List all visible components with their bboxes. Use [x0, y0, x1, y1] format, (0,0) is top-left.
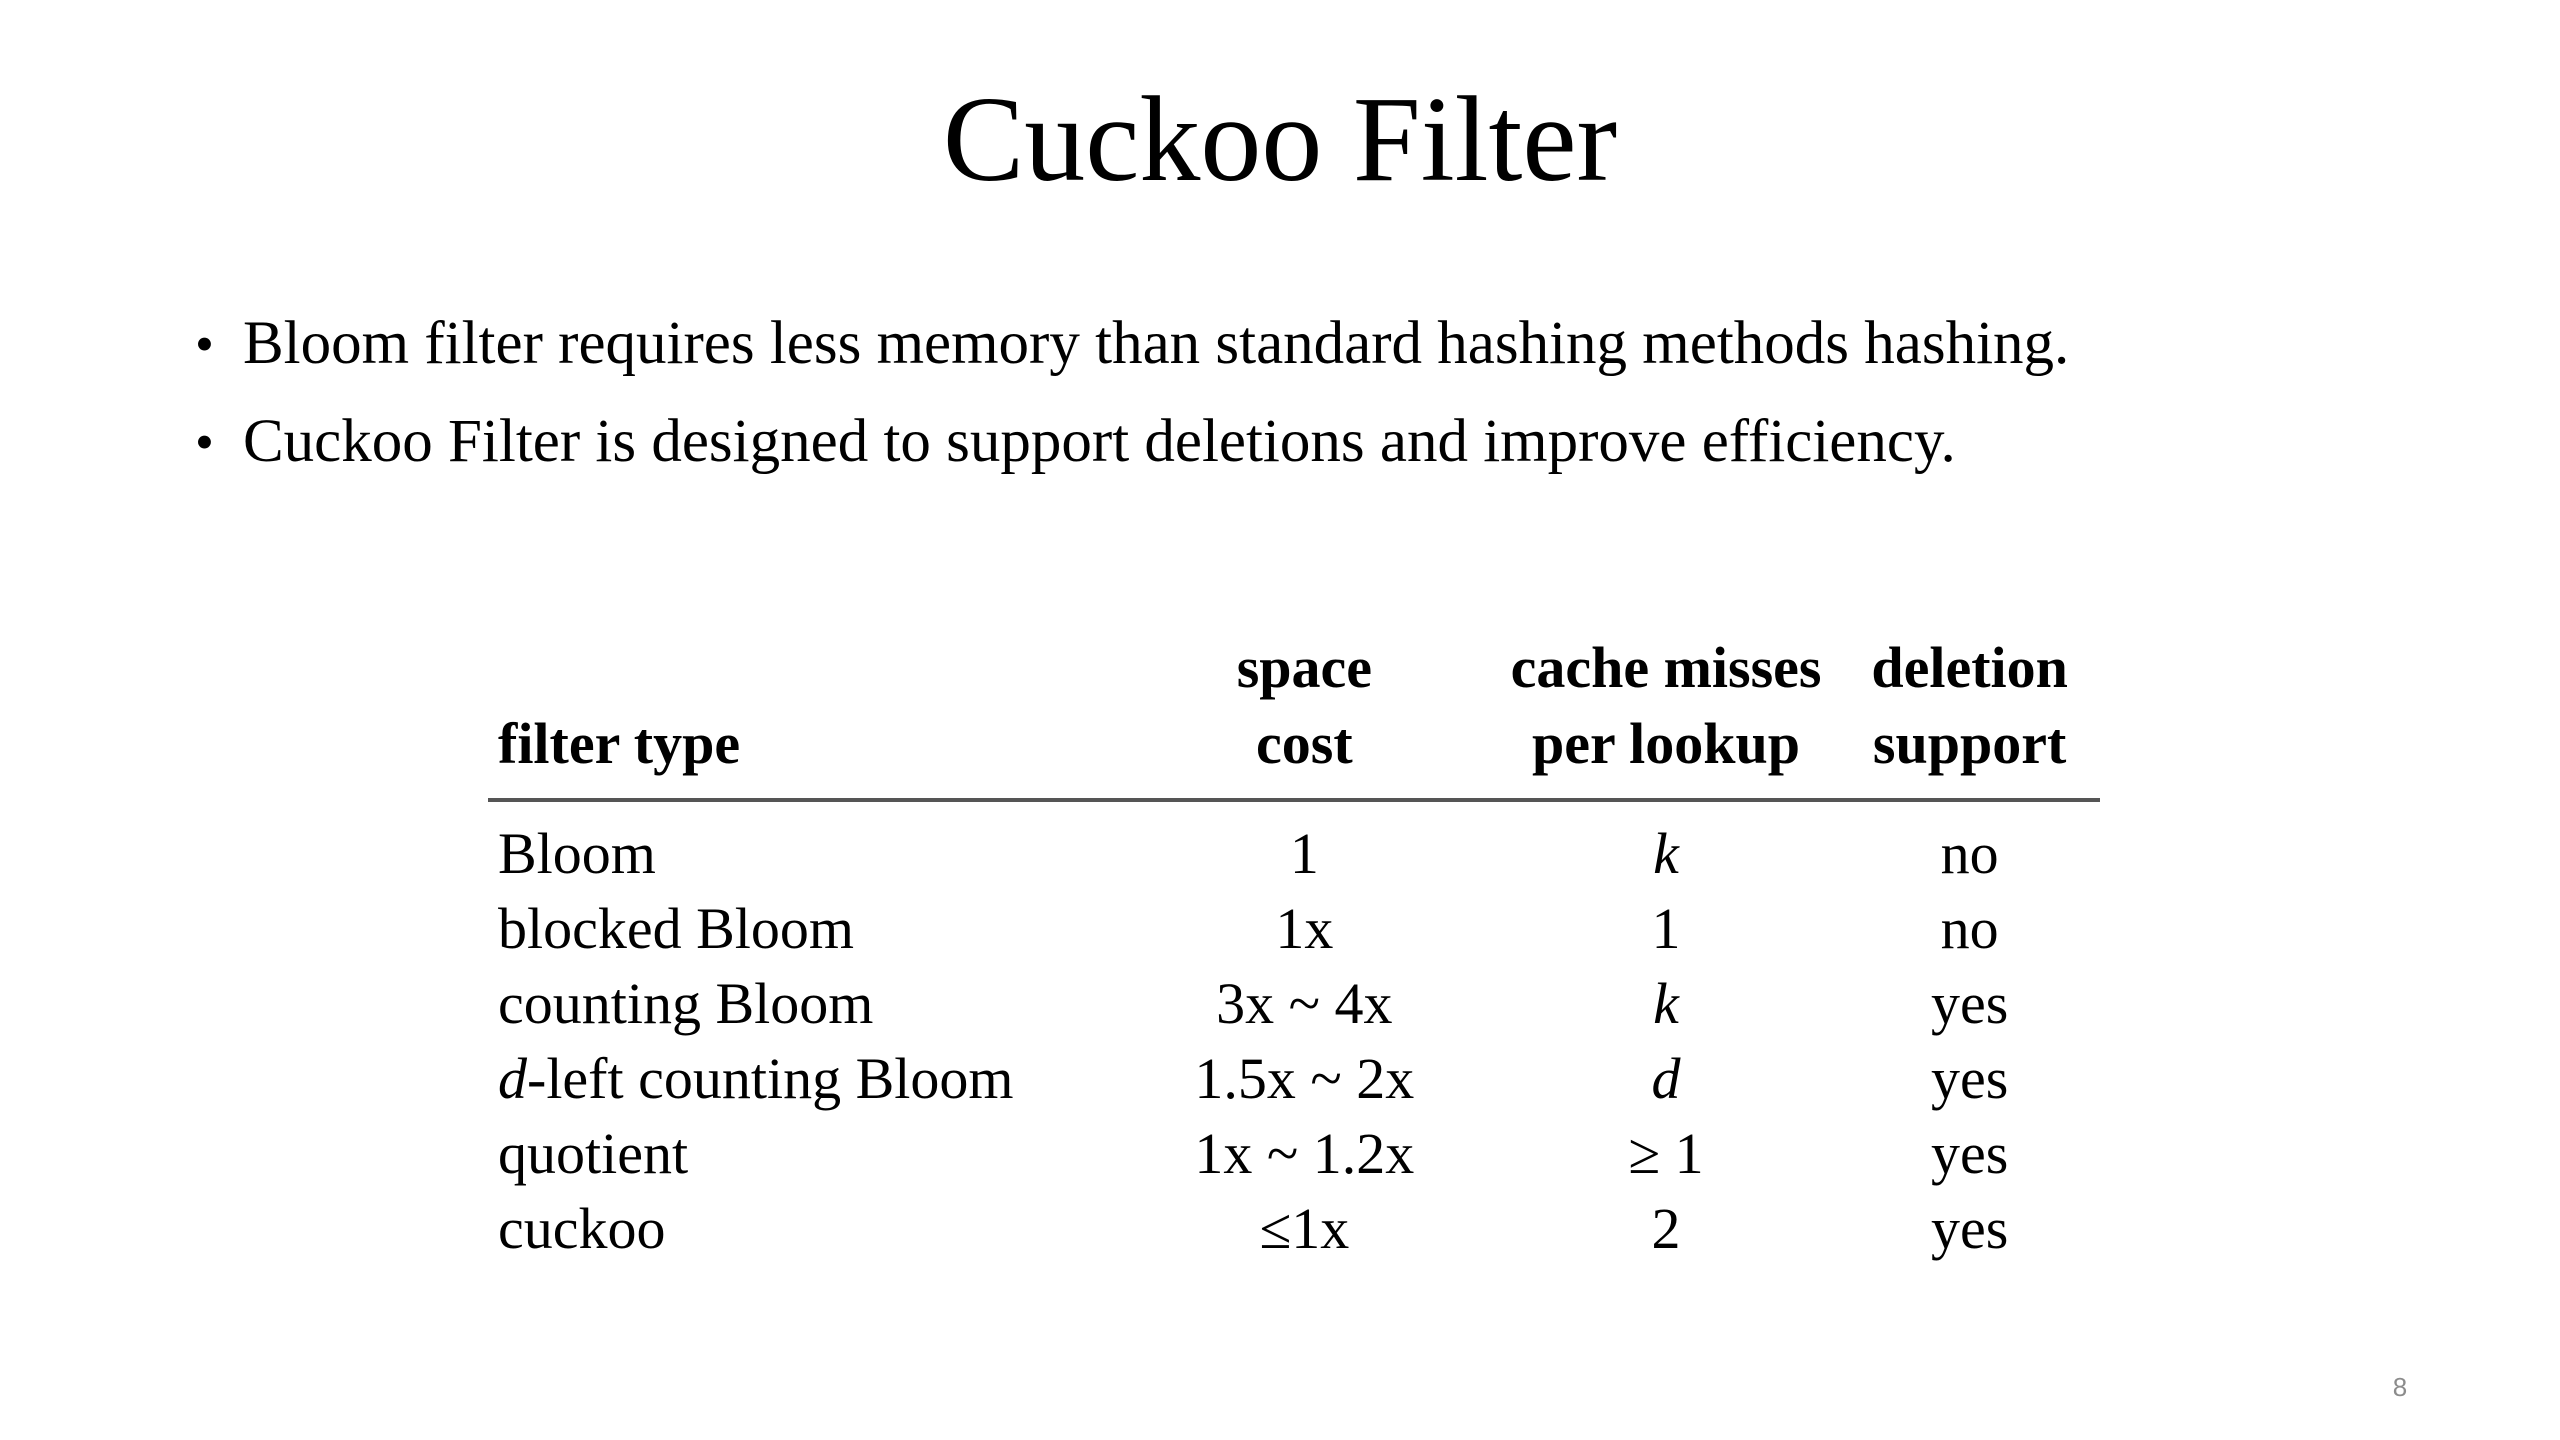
- slide-title: Cuckoo Filter: [942, 72, 1618, 207]
- table-row: [488, 800, 2100, 891]
- table-row: [488, 891, 2100, 966]
- bullet-text: Bloom filter requires less memory than standard hashing methods hashing.: [243, 310, 2070, 377]
- header-space-cost-line2: cost: [1256, 711, 1353, 776]
- cell-deletion: yes: [1930, 1121, 2009, 1186]
- cell-cache-misses: k: [1653, 821, 1679, 886]
- bullet-icon: •: [195, 412, 214, 472]
- header-deletion-support: [1839, 630, 2100, 800]
- filter-type-text: quotient: [498, 1121, 689, 1186]
- cell-cache-misses: d: [1651, 1046, 1681, 1111]
- header-deletion-line1: deletion: [1871, 635, 2068, 700]
- cell-filter-type: [488, 1041, 1116, 1116]
- header-filter-type: [488, 630, 1116, 800]
- table-header-row: [488, 630, 2100, 800]
- filter-type-text: Bloom: [498, 821, 656, 886]
- cell-deletion: no: [1940, 821, 1999, 886]
- cell-deletion: yes: [1930, 1046, 2009, 1111]
- table-row: [488, 1041, 2100, 1116]
- table-row: [488, 1116, 2100, 1191]
- table-row: [488, 966, 2100, 1041]
- cell-filter-type: [488, 966, 1116, 1041]
- header-cache-misses-line1: cache misses: [1510, 635, 1822, 700]
- cell-cache-misses: 1: [1651, 896, 1681, 961]
- cell-space-cost: 3x ~ 4x: [1216, 971, 1393, 1036]
- cell-filter-type: [488, 1116, 1116, 1191]
- table-row: [488, 1191, 2100, 1266]
- header-cache-misses: [1493, 630, 1839, 800]
- header-space-cost: [1116, 630, 1493, 800]
- cell-space-cost: 1: [1289, 821, 1319, 886]
- filter-type-text: -left counting Bloom: [527, 1046, 1014, 1111]
- bullet-item: [195, 295, 2445, 393]
- bullet-icon: •: [195, 314, 214, 374]
- cell-filter-type: [488, 1191, 1116, 1266]
- page-number: 8: [2392, 1372, 2408, 1402]
- cell-space-cost: ≤1x: [1259, 1196, 1350, 1261]
- header-filter-type-label: filter type: [498, 711, 741, 776]
- bullet-text: Cuckoo Filter is designed to support deletions and improve efficiency.: [243, 408, 1956, 475]
- cell-deletion: no: [1940, 896, 1999, 961]
- header-space-cost-line1: space: [1236, 635, 1373, 700]
- filter-type-text: blocked Bloom: [498, 896, 855, 961]
- cell-cache-misses: 2: [1651, 1196, 1681, 1261]
- cell-space-cost: 1x ~ 1.2x: [1194, 1121, 1415, 1186]
- cell-deletion: yes: [1930, 971, 2009, 1036]
- filter-type-prefix: d: [498, 1046, 527, 1111]
- cell-cache-misses: ≥ 1: [1628, 1121, 1704, 1186]
- header-deletion-line2: support: [1872, 711, 2067, 776]
- cell-cache-misses: k: [1653, 971, 1679, 1036]
- cell-space-cost: 1x: [1275, 896, 1334, 961]
- filter-comparison-table: [488, 630, 2100, 1266]
- header-cache-misses-line2: per lookup: [1531, 711, 1801, 776]
- filter-type-text: cuckoo: [498, 1196, 666, 1261]
- cell-space-cost: 1.5x ~ 2x: [1194, 1046, 1415, 1111]
- bullet-list: [195, 295, 2445, 491]
- filter-type-text: counting Bloom: [498, 971, 874, 1036]
- bullet-item: [195, 393, 2445, 491]
- cell-filter-type: [488, 800, 1116, 891]
- cell-filter-type: [488, 891, 1116, 966]
- cell-deletion: yes: [1930, 1196, 2009, 1261]
